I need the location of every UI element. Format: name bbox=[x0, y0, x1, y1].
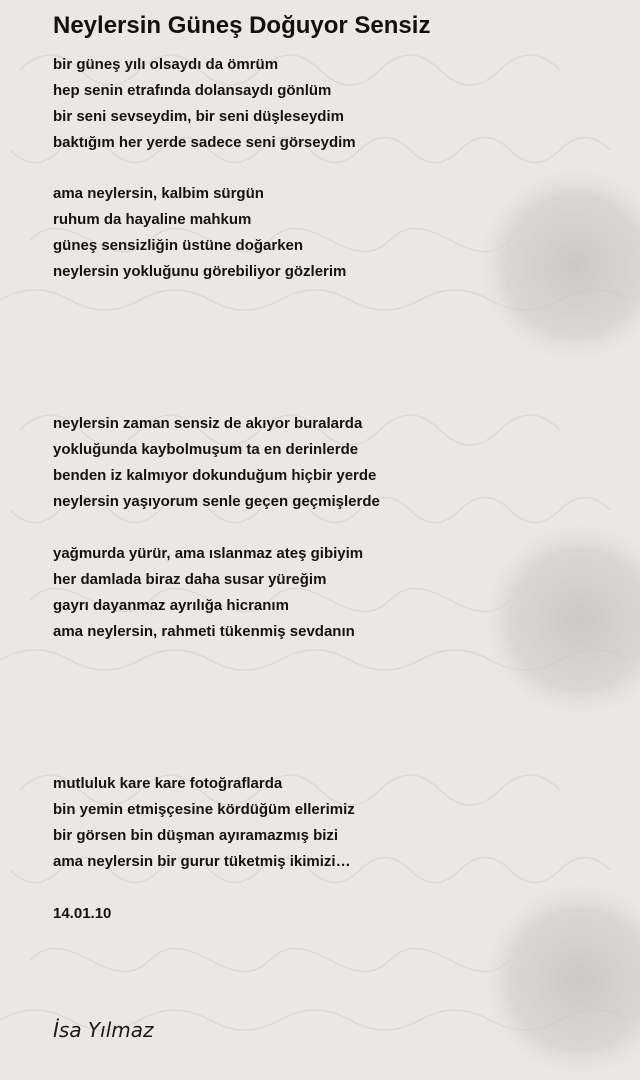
poem-line: ama neylersin, rahmeti tükenmiş sevdanın bbox=[53, 623, 355, 640]
stanza-1 bbox=[53, 52, 356, 156]
poem-line: yağmurda yürür, ama ıslanmaz ateş gibiyim bbox=[53, 545, 364, 562]
poem-line: neylersin yokluğunu görebiliyor gözlerim bbox=[53, 263, 347, 280]
stanza-2 bbox=[53, 181, 346, 285]
poem-line: hep senin etrafında dolansaydı gönlüm bbox=[53, 82, 332, 99]
poem-line: mutluluk kare kare fotoğraflarda bbox=[53, 775, 283, 792]
poem-line: baktığım her yerde sadece seni görseydim bbox=[53, 134, 356, 151]
poem-line: ruhum da hayaline mahkum bbox=[53, 211, 252, 228]
poem-line: benden iz kalmıyor dokunduğum hiçbir yerde bbox=[53, 467, 377, 484]
poem-line: ama neylersin, kalbim sürgün bbox=[53, 185, 264, 202]
poem-line: her damlada biraz daha susar yüreğim bbox=[53, 571, 327, 588]
poem-line: bin yemin etmişçesine kördüğüm ellerimiz bbox=[53, 801, 355, 818]
poem-line: güneş sensizliğin üstüne doğarken bbox=[53, 237, 304, 254]
poem-line: gayrı dayanmaz ayrılığa hicranım bbox=[53, 597, 289, 614]
poem-line: yokluğunda kaybolmuşum ta en derinlerde bbox=[53, 441, 359, 458]
poem-line: bir görsen bin düşman ayıramazmış bizi bbox=[53, 827, 339, 844]
stanza-5 bbox=[53, 771, 355, 875]
poem-title: Neylersin Güneş Doğuyor Sensiz bbox=[53, 12, 431, 39]
stanza-4 bbox=[53, 541, 363, 645]
poem-line: neylersin zaman sensiz de akıyor buralarda bbox=[53, 415, 363, 432]
poem-line: ama neylersin bir gurur tüketmiş ikimizi… bbox=[53, 853, 351, 870]
author-name: İsa Yılmaz bbox=[53, 1018, 154, 1042]
poem-date: 14.01.10 bbox=[53, 905, 112, 922]
stanza-3 bbox=[53, 411, 380, 515]
poem-line: bir güneş yılı olsaydı da ömrüm bbox=[53, 56, 279, 73]
poem-line: neylersin yaşıyorum senle geçen geçmişlerde bbox=[53, 493, 380, 510]
poem-line: bir seni sevseydim, bir seni düşleseydim bbox=[53, 108, 344, 125]
